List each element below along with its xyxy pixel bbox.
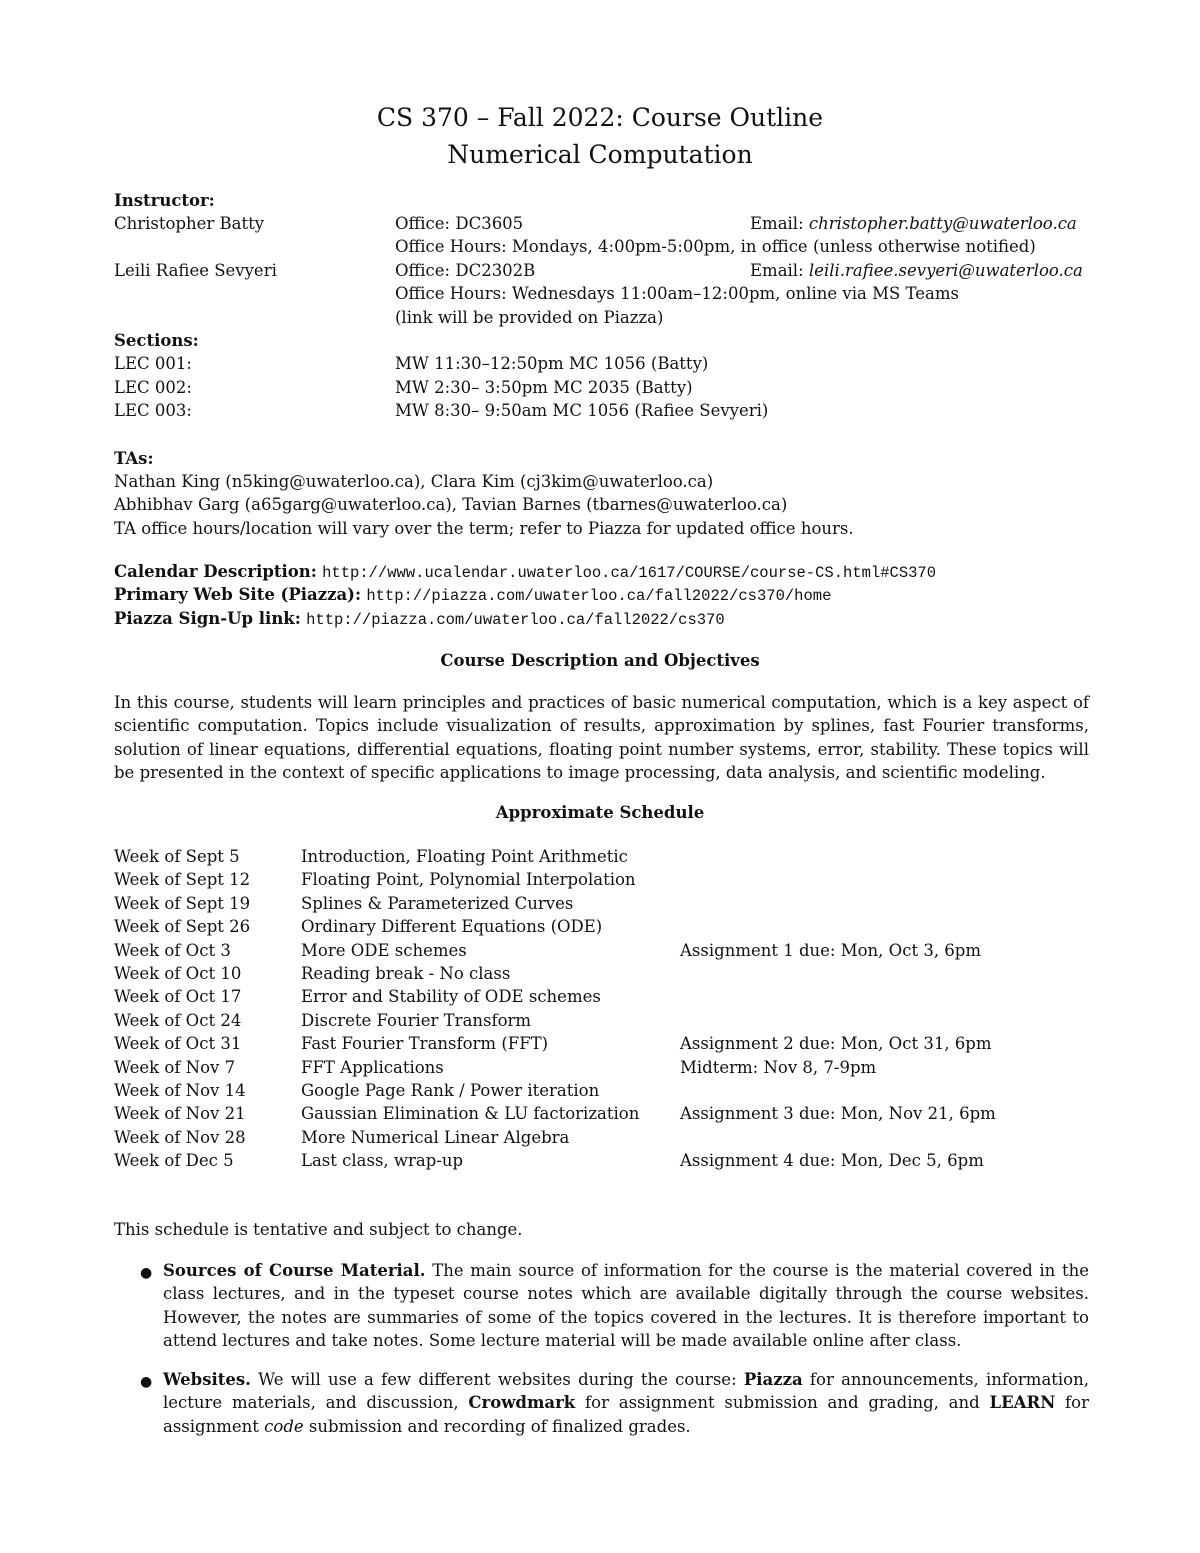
instructor-email-row [750, 216, 1077, 233]
schedule-note: Assignment 2 due: Mon, Oct 31, 6pm [680, 1034, 992, 1054]
schedule-note: Midterm: Nov 8, 7-9pm [680, 1057, 877, 1077]
section-value: MW 11:30–12:50pm MC 1056 (Batty) [395, 354, 709, 373]
schedule-week: Week of Nov 21 [114, 1104, 246, 1124]
bullet-text: for announcements, information, lecture materials, and discussion, [163, 1370, 1089, 1413]
schedule-topic: Floating Point, Polynomial Interpolation [301, 870, 636, 890]
schedule-week: Week of Oct 24 [114, 1010, 242, 1030]
instructor-heading: Instructor: [114, 191, 215, 210]
link-label: Primary Web Site (Piazza): [114, 585, 362, 604]
bullet-text: for assignment [163, 1393, 1089, 1436]
description-heading: Course Description and Objectives [440, 651, 760, 670]
instructor-office: Office: DC3605 [395, 214, 524, 233]
bullet-text: The main source of information for the course is the material covered in the class lectures, and in the typeset course notes which are available digitally through the course websites. However, the notes are summaries of some of the topics covered in the lectures. It is therefore important to attend lectures and take notes. Some lecture material will be made available online after class. [163, 1261, 1089, 1351]
schedule-week: Week of Nov 14 [114, 1081, 246, 1100]
piazza-name: Piazza [743, 1370, 803, 1389]
schedule-week: Week of Nov 28 [114, 1127, 246, 1147]
ta-line: Abhibhav Garg (a65garg@uwaterloo.ca), Tavian Barnes (tbarnes@uwaterloo.ca) [114, 495, 788, 514]
bullet-marker: ● [140, 1265, 153, 1281]
schedule-note: Assignment 4 due: Mon, Dec 5, 6pm [680, 1151, 984, 1171]
instructor-email-row [750, 263, 1083, 280]
description-text: In this course, students will learn principles and practices of basic numerical computation, which is a key aspect of scientific computation. Topics include visualization of results, approximation by splines, fast Fourier transforms, solution of linear equations, differential equations, floating point number systems, error, stability. These topics will be presented in the context of specific applications to image processing, data analysis, and scientific modeling. [114, 693, 1089, 783]
schedule-footnote: This schedule is tentative and subject to change. [114, 1220, 523, 1239]
calendar-link-row [114, 564, 936, 582]
schedule-topic: Splines & Parameterized Curves [301, 893, 574, 913]
learn-name: LEARN [989, 1393, 1056, 1413]
instructor-name: Leili Rafiee Sevyeri [114, 261, 277, 280]
page-title: CS 370 – Fall 2022: Course Outline [376, 103, 824, 132]
bullet-course-material [163, 1259, 1089, 1353]
schedule-topic: FFT Applications [301, 1057, 444, 1077]
link-label: Calendar Description: [114, 562, 317, 581]
schedule-note: Assignment 1 due: Mon, Oct 3, 6pm [680, 940, 982, 960]
instructor-office-hours-note: (link will be provided on Piazza) [395, 308, 664, 327]
tas-heading: TAs: [114, 449, 154, 468]
instructor-office: Office: DC2302B [395, 261, 536, 280]
bullet-text: submission and recording of finalized grades. [303, 1416, 691, 1436]
section-value: MW 8:30– 9:50am MC 1056 (Rafiee Sevyeri) [395, 401, 769, 420]
bullet-websites [163, 1368, 1089, 1438]
schedule-topic: More ODE schemes [301, 940, 467, 960]
schedule-topic: Fast Fourier Transform (FFT) [301, 1034, 549, 1054]
page-subtitle: Numerical Computation [447, 140, 753, 169]
section-label: LEC 003: [114, 401, 192, 420]
ta-line: Nathan King (n5king@uwaterloo.ca), Clara Kim (cj3kim@uwaterloo.ca) [114, 472, 714, 491]
schedule-week: Week of Oct 3 [114, 940, 231, 960]
schedule-week: Week of Sept 5 [114, 847, 240, 866]
section-label: LEC 002: [114, 378, 192, 397]
piazza-link[interactable]: http://piazza.com/uwaterloo.ca/fall2022/cs370/home [366, 587, 832, 605]
schedule-topic: Last class, wrap-up [301, 1151, 464, 1171]
bullet-text: We will use a few different websites during the course: [250, 1370, 744, 1389]
instructor-office-hours: Office Hours: Wednesdays 11:00am–12:00pm, online via MS Teams [395, 284, 959, 303]
schedule-week: Week of Oct 10 [114, 964, 242, 983]
instructor-name: Christopher Batty [114, 214, 265, 233]
schedule-week: Week of Sept 12 [114, 870, 251, 890]
ta-office-hours-note: TA office hours/location will vary over the term; refer to Piazza for updated office hours. [114, 519, 854, 538]
instructor-office-hours: Office Hours: Mondays, 4:00pm-5:00pm, in office (unless otherwise notified) [395, 237, 1036, 256]
code-word: code [264, 1416, 304, 1436]
signup-link[interactable]: http://piazza.com/uwaterloo.ca/fall2022/cs370 [306, 611, 725, 629]
bullet-text: for assignment submission and grading, and [575, 1393, 990, 1413]
calendar-link[interactable]: http://www.ucalendar.uwaterloo.ca/1617/COURSE/course-CS.html#CS370 [322, 564, 937, 582]
schedule-note: Assignment 3 due: Mon, Nov 21, 6pm [680, 1104, 996, 1124]
section-label: LEC 001: [114, 354, 192, 373]
schedule-topic: Reading break - No class [301, 964, 511, 983]
schedule-week: Week of Oct 17 [114, 987, 242, 1007]
schedule-topic: More Numerical Linear Algebra [301, 1127, 570, 1147]
schedule-week: Week of Nov 7 [114, 1057, 236, 1077]
schedule-topic: Ordinary Different Equations (ODE) [301, 917, 603, 937]
bullet-marker: ● [140, 1374, 153, 1390]
signup-link-row [114, 611, 725, 629]
schedule-topic: Google Page Rank / Power iteration [301, 1081, 600, 1100]
bullet-lead: Websites. [163, 1370, 251, 1389]
schedule-week: Week of Sept 26 [114, 917, 251, 937]
schedule-week: Week of Sept 19 [114, 893, 251, 913]
schedule-week: Week of Oct 31 [114, 1034, 242, 1054]
schedule-topic: Discrete Fourier Transform [301, 1010, 532, 1030]
email-label: Email: [750, 261, 804, 280]
instructor-email[interactable]: leili.rafiee.sevyeri@uwaterloo.ca [808, 261, 1083, 280]
schedule-week: Week of Dec 5 [114, 1151, 234, 1171]
crowdmark-name: Crowdmark [468, 1393, 576, 1413]
sections-heading: Sections: [114, 331, 199, 350]
schedule-heading: Approximate Schedule [495, 803, 705, 822]
link-label: Piazza Sign-Up link: [114, 609, 301, 628]
email-label: Email: [750, 214, 804, 233]
instructor-email[interactable]: christopher.batty@uwaterloo.ca [808, 214, 1077, 233]
schedule-topic: Introduction, Floating Point Arithmetic [301, 847, 628, 866]
schedule-topic: Error and Stability of ODE schemes [301, 987, 601, 1007]
piazza-link-row [114, 587, 831, 605]
schedule-topic: Gaussian Elimination & LU factorization [301, 1104, 640, 1124]
section-value: MW 2:30– 3:50pm MC 2035 (Batty) [395, 378, 693, 397]
bullet-lead: Sources of Course Material. [163, 1261, 426, 1280]
